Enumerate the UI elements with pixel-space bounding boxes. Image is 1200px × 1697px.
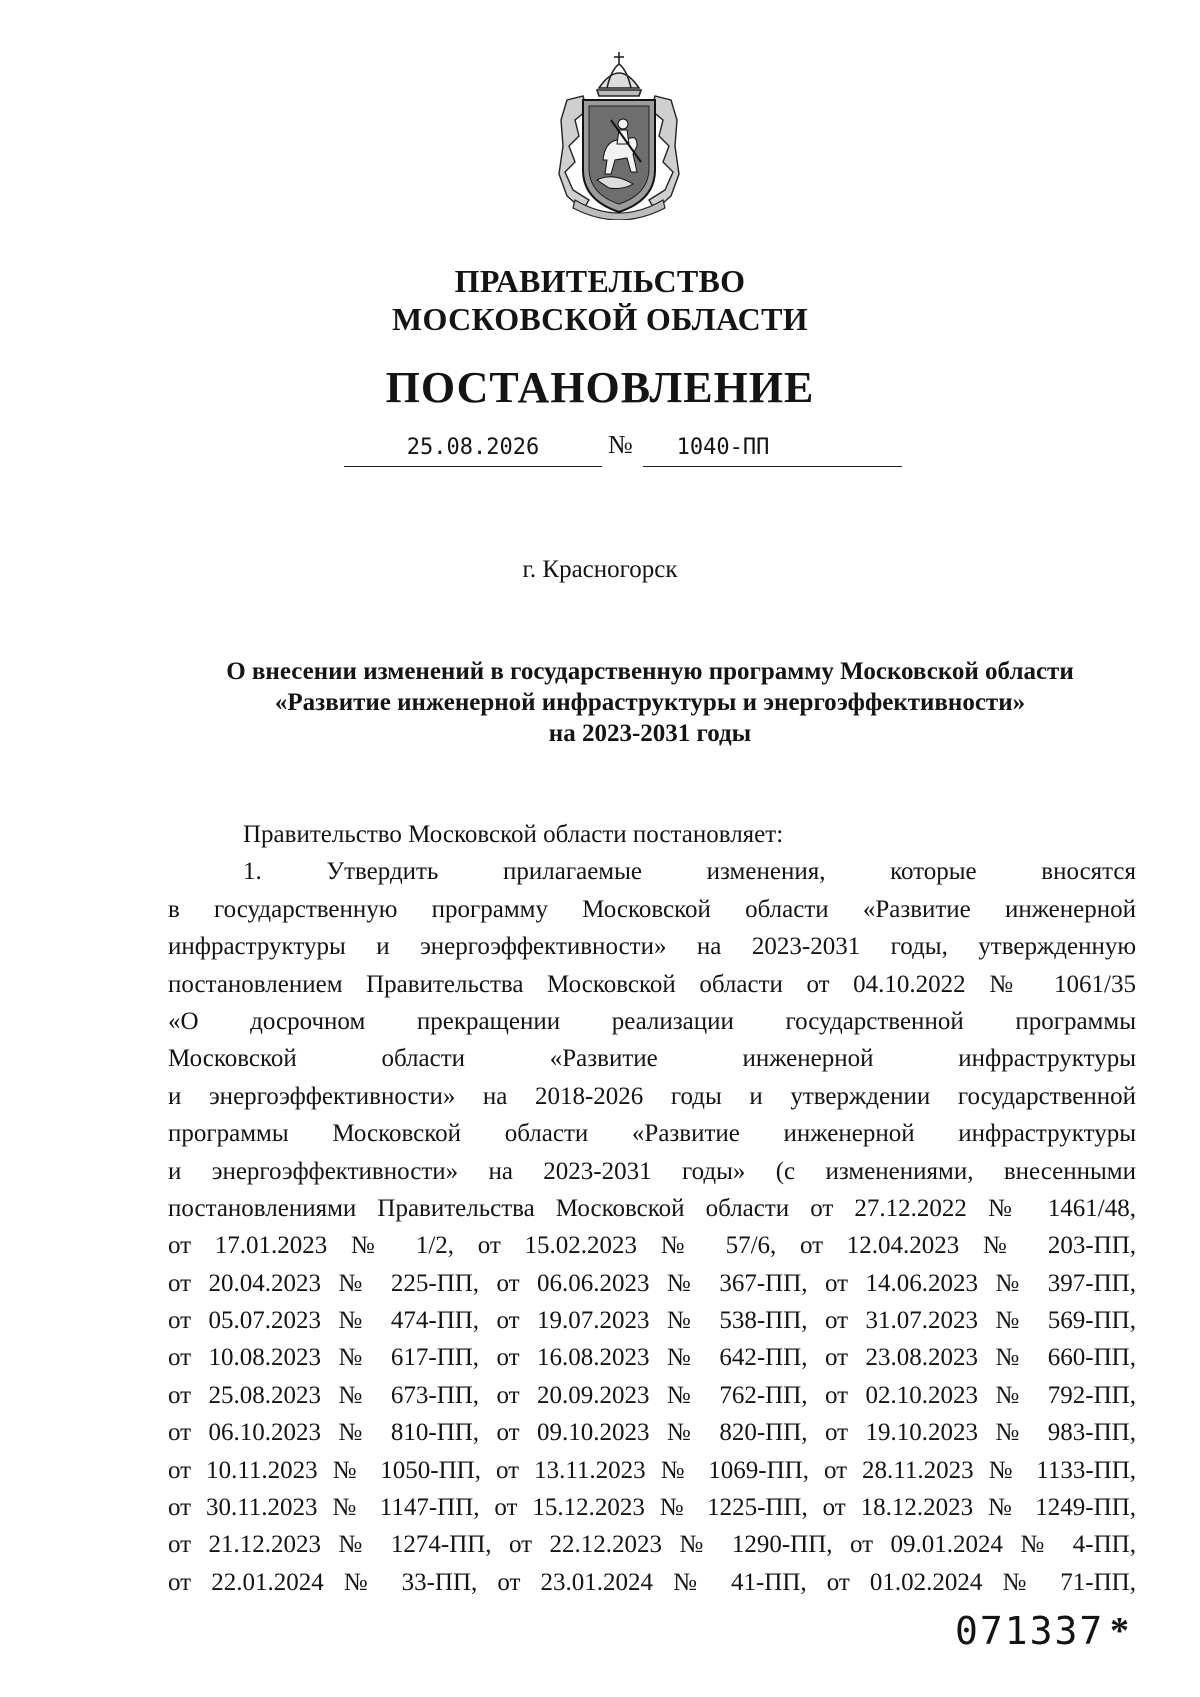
body-line: и энергоэффективности» на 2023-2031 годы» (с изменениями, внесенными: [168, 1157, 1136, 1185]
body-line: от 21.12.2023 № 1274-ПП, от 22.12.2023 № 1290-ПП, от 09.01.2024 № 4-ПП,: [168, 1531, 1136, 1559]
body-line: от 30.11.2023 № 1147-ПП, от 15.12.2023 № 1225-ПП, от 18.12.2023 № 1249-ПП,: [168, 1494, 1136, 1522]
title-line: на 2023-2031 годы: [548, 720, 752, 747]
body-line: от 25.08.2023 № 673-ПП, от 20.09.2023 № 762-ПП, от 02.10.2023 № 792-ПП,: [168, 1381, 1136, 1409]
document-date: 25.08.2026: [406, 435, 540, 460]
city: г. Красногорск: [522, 556, 678, 583]
document-type: ПОСТАНОВЛЕНИЕ: [385, 363, 815, 412]
body-line: Московской области «Развитие инженерной инфраструктуры: [168, 1045, 1136, 1073]
organization-line-1: ПРАВИТЕЛЬСТВО: [454, 263, 746, 299]
body-line: в государственную программу Московской области «Развитие инженерной: [168, 895, 1136, 923]
body-line: и энергоэффективности» на 2018-2026 годы и утверждении государственной: [168, 1082, 1136, 1110]
body-line: 1. Утвердить прилагаемые изменения, которые вносятся: [243, 858, 1136, 886]
body-line: от 10.08.2023 № 617-ПП, от 16.08.2023 № 642-ПП, от 23.08.2023 № 660-ПП,: [168, 1344, 1136, 1372]
body-line: от 05.07.2023 № 474-ПП, от 19.07.2023 № 538-ПП, от 31.07.2023 № 569-ПП,: [168, 1307, 1136, 1335]
body-line: от 06.10.2023 № 810-ПП, от 09.10.2023 № 820-ПП, от 19.10.2023 № 983-ПП,: [168, 1419, 1136, 1447]
body-line: программы Московской области «Развитие инженерной инфраструктуры: [168, 1120, 1136, 1148]
body-line: «О досрочном прекращении реализации государственной программы: [168, 1007, 1136, 1035]
document-title: [170, 656, 1130, 749]
body-line: постановлениями Правительства Московской области от 27.12.2022 № 1461/48,: [168, 1194, 1136, 1222]
number-sign: №: [608, 430, 633, 459]
document-number: 1040-ПП: [676, 435, 770, 460]
stamp-asterisk: *: [1110, 1610, 1129, 1652]
body-line: Правительство Московской области постановляет:: [243, 821, 784, 848]
body-line: от 17.01.2023 № 1/2, от 15.02.2023 № 57/6, от 12.04.2023 № 203-ПП,: [168, 1232, 1136, 1260]
number-underline: [643, 466, 902, 467]
body-line: от 20.04.2023 № 225-ПП, от 06.06.2023 № 367-ПП, от 14.06.2023 № 397-ПП,: [168, 1269, 1136, 1297]
title-line: «Развитие инженерной инфраструктуры и энергоэффективности»: [274, 689, 1026, 716]
document-body: [168, 816, 1136, 1601]
body-line: от 22.01.2024 № 33-ПП, от 23.01.2024 № 41-ПП, от 01.02.2024 № 71-ПП,: [168, 1568, 1136, 1596]
organization-line-2: МОСКОВСКОЙ ОБЛАСТИ: [392, 301, 808, 337]
title-line: О внесении изменений в государственную программу Московской области: [226, 658, 1074, 685]
date-underline: [344, 466, 602, 467]
coat-of-arms-icon: [553, 50, 685, 220]
serial-stamp: 071337: [955, 1609, 1105, 1653]
body-line: инфраструктуры и энергоэффективности» на 2023-2031 годы, утвержденную: [168, 933, 1136, 961]
body-line: от 10.11.2023 № 1050-ПП, от 13.11.2023 № 1069-ПП, от 28.11.2023 № 1133-ПП,: [168, 1456, 1136, 1484]
body-line: постановлением Правительства Московской области от 04.10.2022 № 1061/35: [168, 970, 1136, 998]
